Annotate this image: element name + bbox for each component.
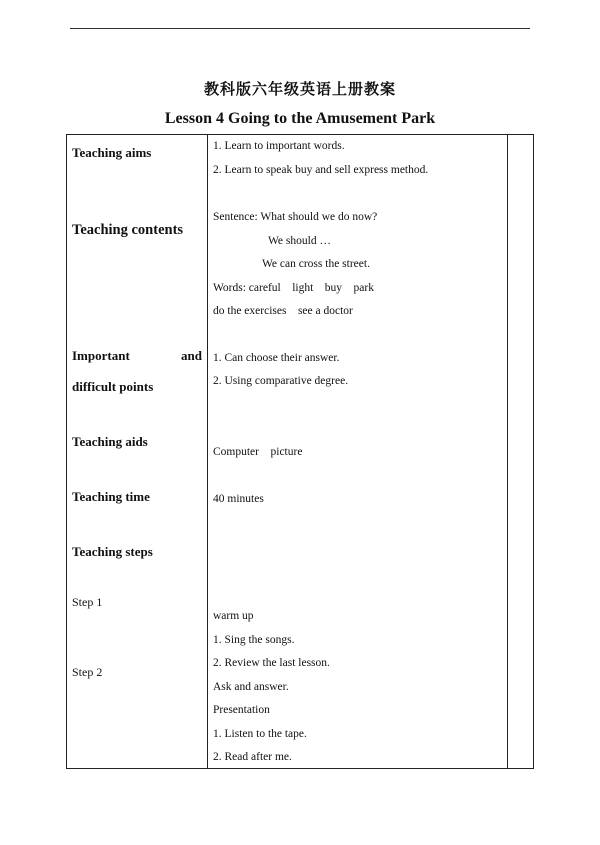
label-teaching-aids: Teaching aids	[72, 434, 148, 449]
point-item-2: 2. Using comparative degree.	[213, 375, 349, 387]
step-item-6: 2. Read after me.	[213, 751, 292, 763]
step-item-5: 1. Listen to the tape.	[213, 728, 307, 740]
column-divider-1	[207, 134, 208, 769]
header-rule	[70, 28, 530, 29]
aim-item-1: 1. Learn to important words.	[213, 140, 345, 152]
aids-value: Computer picture	[213, 446, 303, 458]
point-item-1: 1. Can choose their answer.	[213, 352, 340, 364]
label-step-1: Step 1	[72, 595, 103, 609]
step-item-2: 2. Review the last lesson.	[213, 657, 330, 669]
lesson-title: Lesson 4 Going to the Amusement Park	[164, 110, 436, 127]
label-teaching-steps: Teaching steps	[72, 544, 153, 559]
content-line-3: We can cross the street.	[262, 258, 370, 270]
content-line-2: We should …	[268, 235, 331, 247]
step-item-4: Presentation	[213, 704, 270, 716]
step-item-3: Ask and answer.	[213, 681, 289, 693]
column-divider-2	[507, 134, 508, 769]
label-difficult-points: difficult points	[72, 379, 154, 394]
label-important-row	[72, 348, 202, 364]
step-warm-up: warm up	[213, 610, 254, 622]
label-teaching-aims: Teaching aims	[72, 145, 152, 160]
content-phrases: do the exercises see a doctor	[213, 305, 353, 317]
label-important: Important	[72, 348, 130, 363]
content-words: Words: careful light buy park	[213, 282, 374, 294]
label-and: and	[181, 348, 202, 363]
aim-item-2: 2. Learn to speak buy and sell express method.	[213, 164, 429, 176]
step-item-1: 1. Sing the songs.	[213, 634, 295, 646]
label-teaching-contents: Teaching contents	[72, 222, 184, 238]
document-title: 教科版六年级英语上册教案	[203, 82, 396, 98]
content-sentence: Sentence: What should we do now?	[213, 211, 378, 223]
time-value: 40 minutes	[213, 493, 264, 505]
label-step-2: Step 2	[72, 665, 103, 679]
label-teaching-time: Teaching time	[72, 489, 150, 504]
